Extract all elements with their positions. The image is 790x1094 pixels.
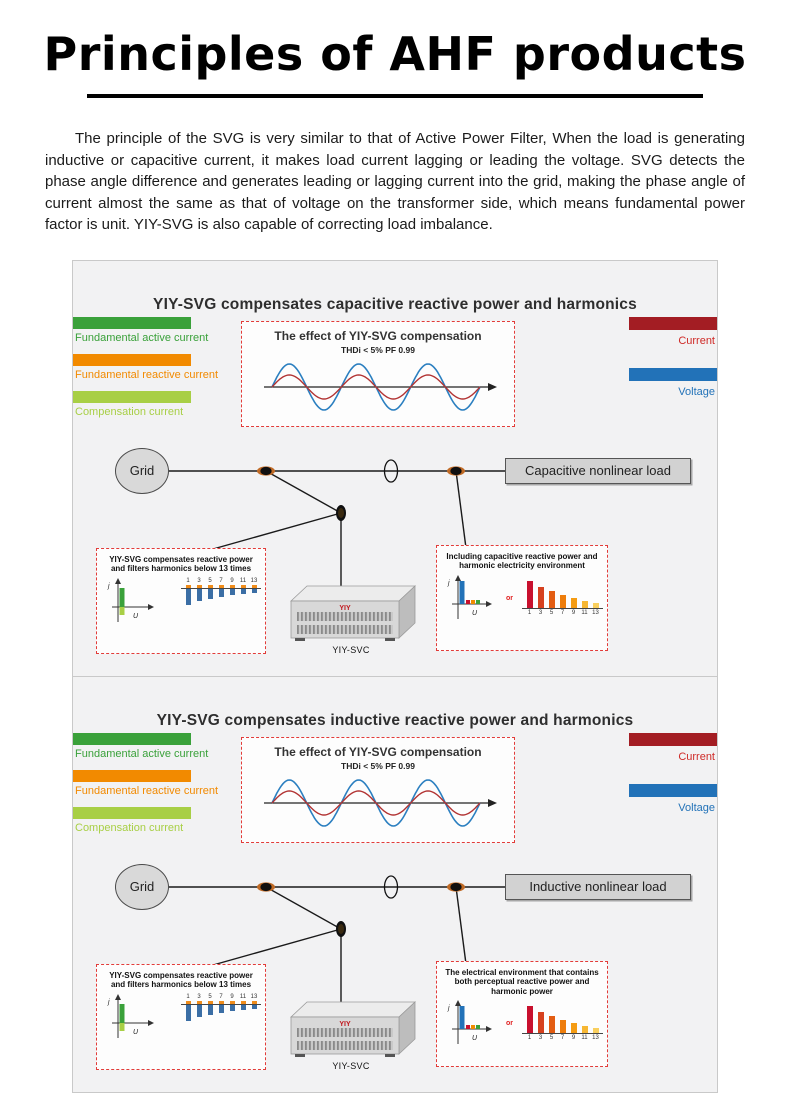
- diagram-title: YIY-SVG compensates capacitive reactive power and harmonics: [153, 295, 637, 313]
- sine-waves-chart: [254, 356, 502, 418]
- effect-box: [241, 737, 515, 843]
- axis-label-j: j: [108, 998, 110, 1006]
- effect-box-subtitle: THDi < 5% PF 0.99: [341, 344, 415, 355]
- legend-bar-active-current: [73, 733, 191, 745]
- connection-dot: [257, 882, 275, 891]
- sine-waves-chart: [254, 772, 502, 834]
- grid-label: Grid: [129, 463, 155, 479]
- effect-box-title: The effect of YIY-SVG compensation: [274, 744, 482, 759]
- ct-symbol: [385, 460, 398, 482]
- vector-chart: [444, 998, 494, 1048]
- page-title: Principles of AHF products: [43, 27, 747, 81]
- legend-bar-compensation-current: [73, 391, 191, 403]
- load-box: [505, 874, 691, 900]
- effect-box-subtitle: THDi < 5% PF 0.99: [341, 760, 415, 771]
- title-underline: [87, 94, 703, 98]
- legend-bar-voltage: [629, 368, 717, 381]
- harmonic-filter-chart: 1 3 5 7 9 11 13: [184, 993, 258, 1021]
- connection-dot: [336, 921, 346, 937]
- load-box: [505, 458, 691, 484]
- legend-bar-compensation-current: [73, 807, 191, 819]
- effect-box-title: The effect of YIY-SVG compensation: [274, 328, 482, 343]
- harmonic-spectrum-chart: 1 3 5 7 9 11 13: [525, 573, 600, 617]
- grid-node: [115, 448, 169, 494]
- connection-dot: [257, 466, 275, 475]
- legend-left: [73, 317, 219, 428]
- svg-device: [285, 995, 417, 1059]
- legend-label-compensation-current: Compensation current: [75, 405, 184, 418]
- legend-item-current: [627, 317, 717, 348]
- svg-device: [285, 579, 417, 643]
- legend-left: [73, 733, 219, 844]
- legend-label-current: Current: [678, 334, 715, 347]
- axis-label-u: U: [472, 609, 478, 617]
- grid-label: Grid: [129, 879, 155, 895]
- legend-bar-current: [629, 733, 717, 746]
- vector-chart: [104, 576, 158, 626]
- note-title: YIY-SVG compensates reactive power and filters harmonics below 13 times: [109, 554, 253, 574]
- axis-label-u: U: [133, 612, 139, 620]
- grid-node: [115, 864, 169, 910]
- effect-box: [241, 321, 515, 427]
- axis-label-j: j: [108, 582, 110, 590]
- axis-label-j: j: [448, 579, 450, 587]
- device-label: YIY-SVC: [332, 644, 370, 655]
- legend-label-active-current: Fundamental active current: [75, 331, 209, 344]
- harmonic-filter-chart: 1 3 5 7 9 11 13: [184, 577, 258, 605]
- legend-label-reactive-current: Fundamental reactive current: [75, 368, 219, 381]
- harmonic-spectrum-chart: 1 3 5 7 9 11 13: [525, 998, 600, 1042]
- legend-item-reactive-current: [73, 354, 219, 382]
- legend-item-compensation-current: [73, 391, 195, 419]
- device-label: YIY-SVC: [332, 1060, 370, 1071]
- device-logo: YIY: [339, 1020, 351, 1028]
- diagram-section-inductive: [72, 676, 718, 1093]
- device-logo: YIY: [339, 604, 351, 612]
- diagram-container: [72, 260, 718, 1093]
- legend-bar-reactive-current: [73, 354, 191, 366]
- axis-label-u: U: [133, 1028, 139, 1036]
- legend-item-reactive-current: [73, 770, 219, 798]
- intro-paragraph: The principle of the SVG is very similar to that of Active Power Filter, When the load is generating inductive or capacitive current, it makes load current lagging or leading the voltage. SVG detects the phase angle difference and generates leading or lagging current into the grid, making the phase angle of current almost the same as that of voltage on the transformer side, which means fundamental power factor is unit. YIY-SVG is also capable of correcting load imbalance.: [45, 130, 745, 234]
- load-label: Inductive nonlinear load: [529, 879, 667, 895]
- connection-dot: [447, 882, 465, 891]
- legend-item-active-current: [73, 733, 209, 761]
- axis-label-u: U: [472, 1035, 478, 1043]
- legend-bar-current: [629, 317, 717, 330]
- legend-item-voltage: [627, 784, 717, 815]
- axis-label-j: j: [448, 1005, 450, 1013]
- legend-right: [627, 733, 717, 815]
- legend-item-active-current: [73, 317, 209, 345]
- legend-bar-active-current: [73, 317, 191, 329]
- legend-item-current: [627, 733, 717, 764]
- load-environment-note-box: [436, 961, 608, 1067]
- legend-label-current: Current: [678, 750, 715, 763]
- or-label: or: [506, 594, 513, 602]
- load-label: Capacitive nonlinear load: [525, 463, 671, 479]
- diagram-title: YIY-SVG compensates inductive reactive power and harmonics: [156, 711, 634, 729]
- svg-output-note-box: [96, 964, 266, 1070]
- vector-chart: [444, 573, 494, 623]
- legend-label-voltage: Voltage: [678, 385, 715, 398]
- legend-label-active-current: Fundamental active current: [75, 747, 209, 760]
- note-title: The electrical environment that contains both perceptual reactive power and harmonic power: [445, 967, 599, 996]
- legend-item-compensation-current: [73, 807, 195, 835]
- legend-label-compensation-current: Compensation current: [75, 821, 184, 834]
- connection-dot: [447, 466, 465, 475]
- legend-item-voltage: [627, 368, 717, 399]
- connection-dot: [336, 505, 346, 521]
- legend-right: [627, 317, 717, 399]
- diagram-section-capacitive: [72, 260, 718, 677]
- legend-label-reactive-current: Fundamental reactive current: [75, 784, 219, 797]
- note-title: YIY-SVG compensates reactive power and filters harmonics below 13 times: [109, 970, 253, 990]
- legend-label-voltage: Voltage: [678, 801, 715, 814]
- vector-chart: [104, 992, 158, 1042]
- svg-output-note-box: [96, 548, 266, 654]
- legend-bar-reactive-current: [73, 770, 191, 782]
- note-title: Including capacitive reactive power and harmonic electricity environment: [446, 551, 598, 571]
- legend-bar-voltage: [629, 784, 717, 797]
- load-environment-note-box: [436, 545, 608, 651]
- ct-symbol: [385, 876, 398, 898]
- or-label: or: [506, 1020, 513, 1028]
